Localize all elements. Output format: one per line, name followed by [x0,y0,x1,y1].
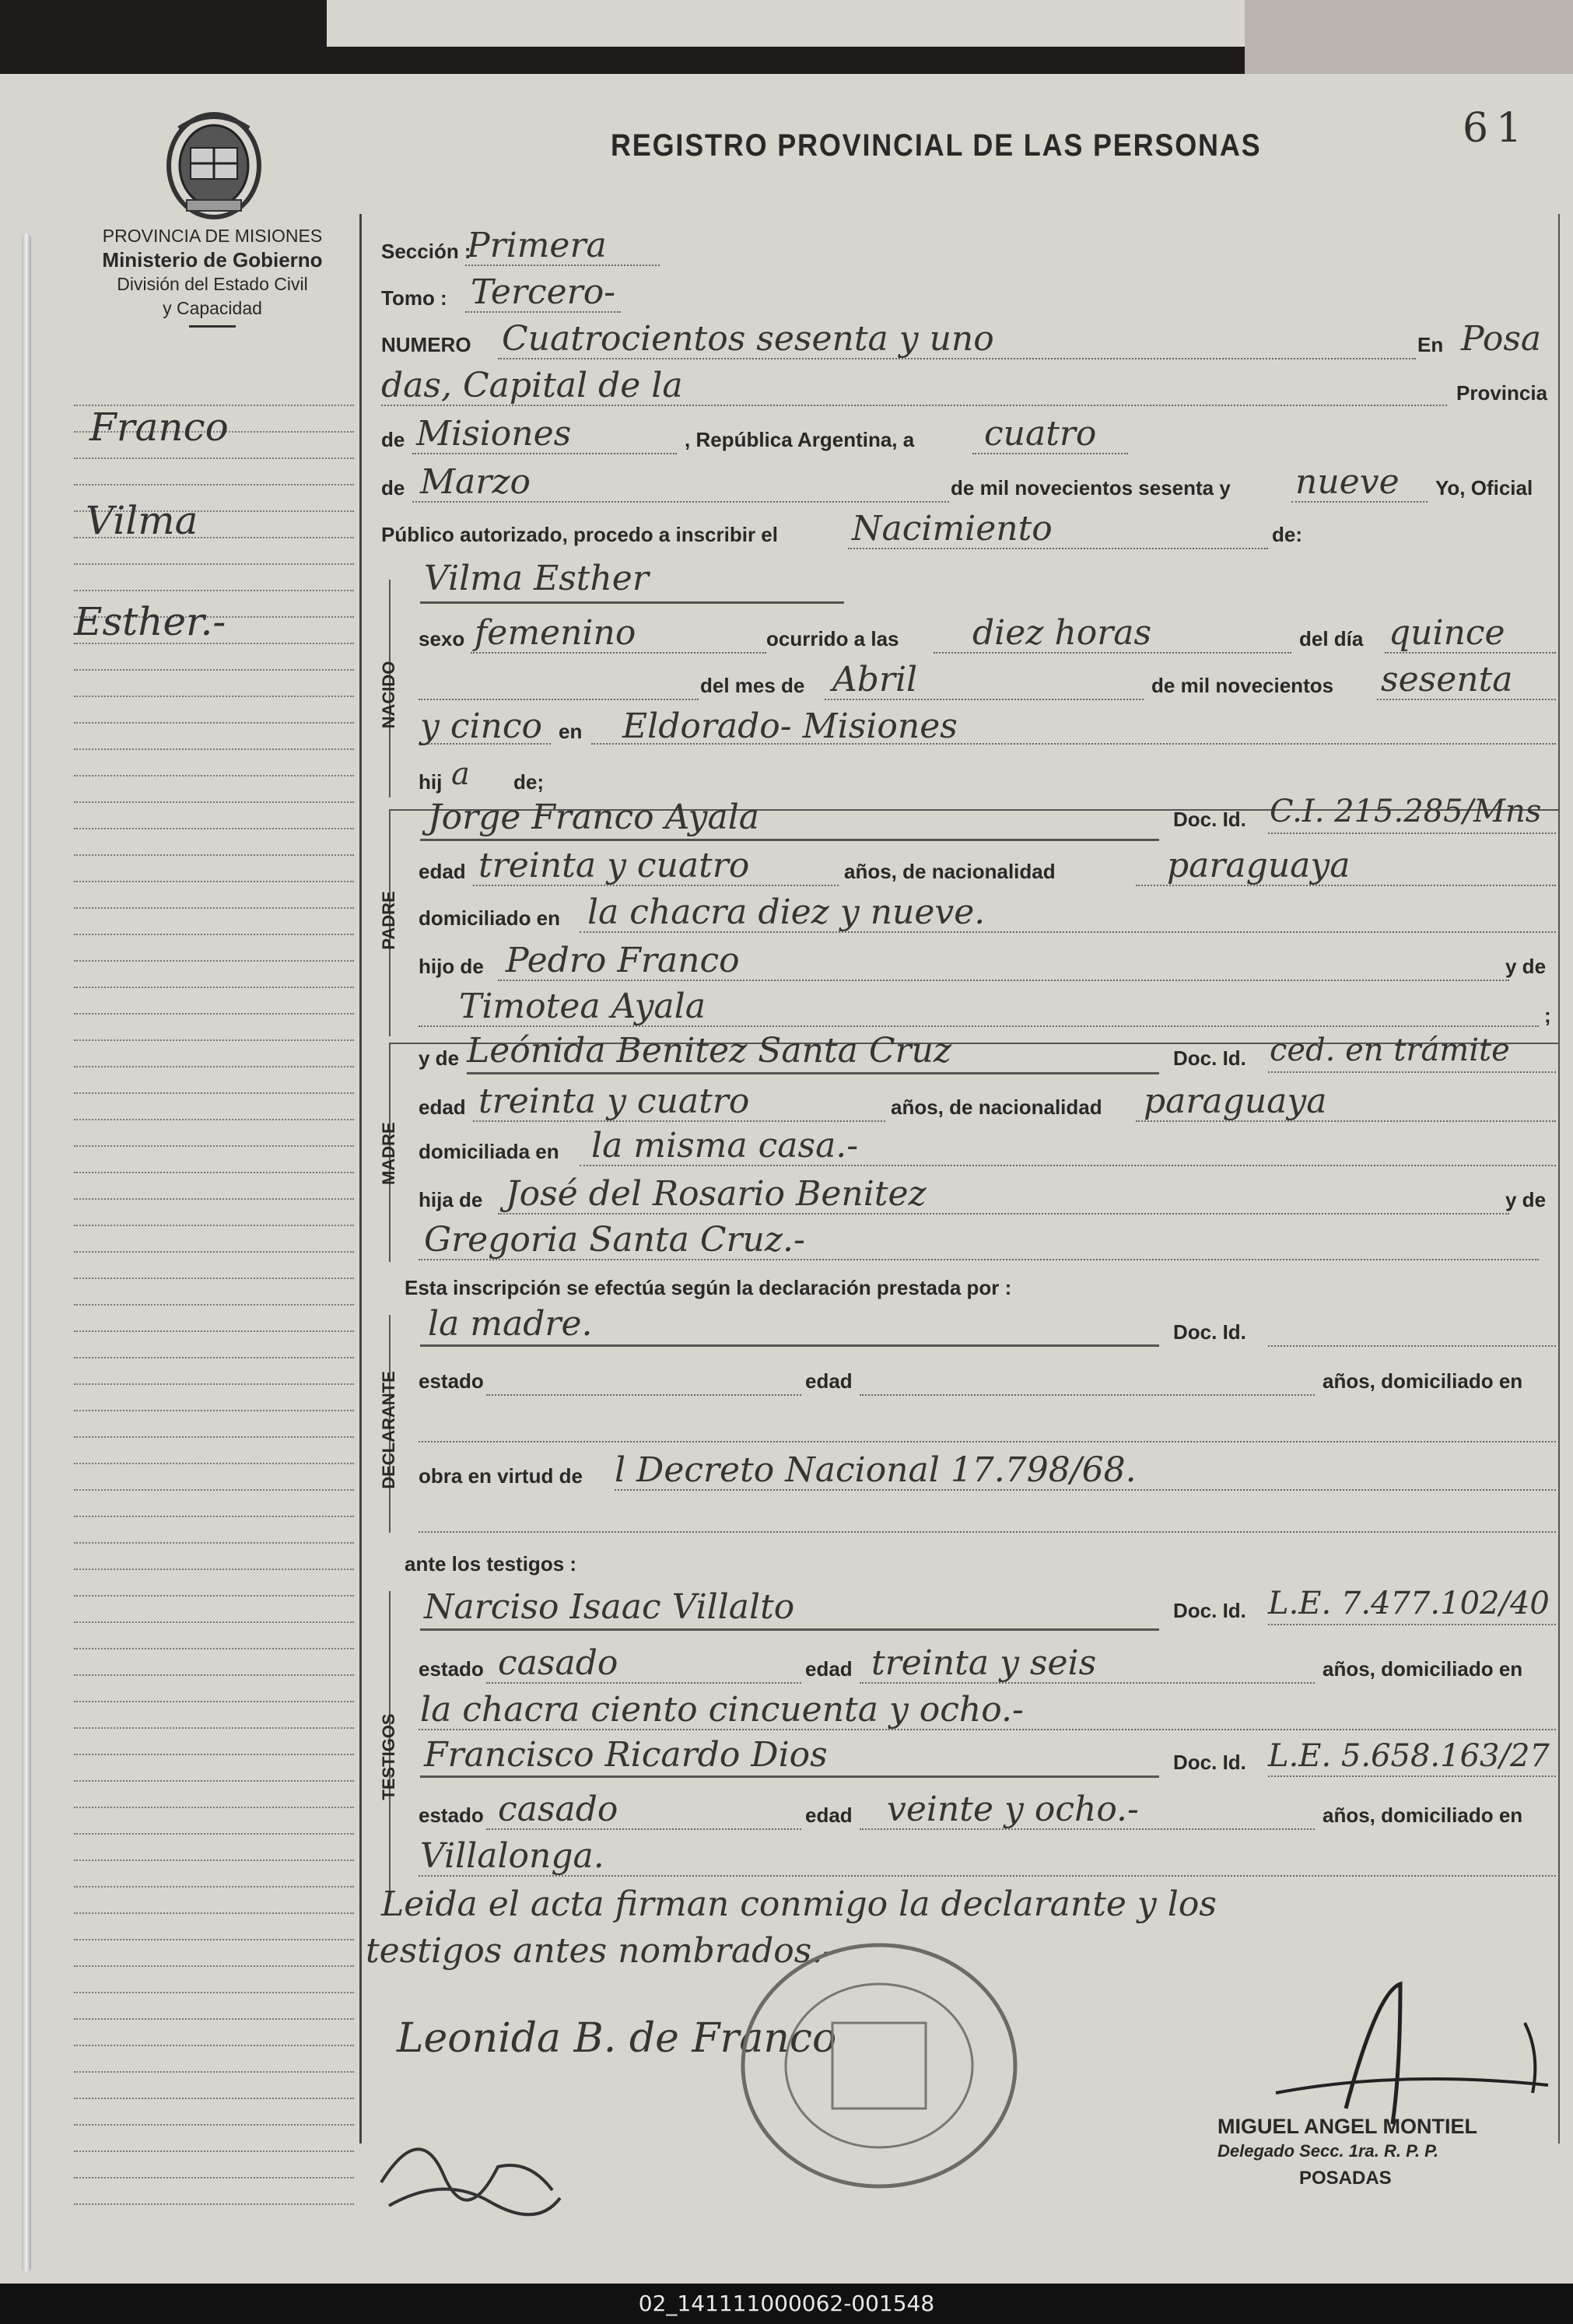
label-hija-de: hija de [419,1188,483,1211]
field-dia-nac: quince [1389,613,1505,653]
stub-dotted-line [74,484,354,485]
stamp-role: Delegado Secc. 1ra. R. P. P. [1217,2141,1439,2161]
label-de-semicolon: de; [513,770,544,794]
field-padre-edad: treinta y cuatro [478,846,750,885]
agency-ministry: Ministerio de Gobierno [102,248,323,272]
side-label-padre: PADRE [379,891,398,950]
field-lugar-nac: Eldorado- Misiones [622,706,958,746]
stamp-city: POSADAS [1299,2168,1392,2189]
side-label-madre: MADRE [379,1122,398,1185]
stub-dotted-line [74,1145,354,1147]
label-doc-id-testigo2: Doc. Id. [1173,1751,1246,1774]
agency-header [68,224,356,332]
label-edad-testigo2: edad [805,1803,853,1827]
field-testigo2-doc: L.E. 5.658.163/27 [1268,1738,1550,1774]
stub-dotted-line [74,2018,354,2020]
page-number: 61 [1463,105,1530,152]
right-margin-line [1558,214,1560,2143]
stub-dotted-line [74,1436,354,1438]
stub-dotted-line [74,960,354,962]
stub-dotted-line [74,1119,354,1120]
label-de: de [381,428,405,451]
label-y-de-madre: y de [419,1046,460,1070]
stub-dotted-line [74,801,354,803]
label-y-de-padre: y de [1505,955,1547,978]
stub-dotted-line [74,1727,354,1729]
stub-dotted-line [74,1516,354,1517]
stub-dotted-line [74,2045,354,2046]
field-tomo: Tercero- [471,272,616,312]
stub-dotted-line [74,1013,354,1015]
label-doc-id-madre: Doc. Id. [1173,1046,1246,1070]
field-testigo1: Narciso Isaac Villalto [424,1587,795,1627]
stamp-name: MIGUEL ANGEL MONTIEL [1217,2115,1478,2138]
label-provincia: Provincia [1456,381,1548,405]
label-mil-nov: de mil novecientos [1151,674,1334,697]
label-estado-testigo2: estado [419,1803,484,1827]
stub-dotted-line [74,987,354,988]
label-edad-padre: edad [419,860,466,883]
field-padre-doc: C.I. 215.285/Mns [1270,794,1542,829]
field-madre-edad: treinta y cuatro [478,1081,750,1121]
binding-string [22,233,31,2272]
stub-dotted-line [74,1542,354,1544]
stub-dotted-line [74,590,354,591]
stub-dotted-line [74,1463,354,1464]
field-testigo2-edad: veinte y ocho.- [887,1789,1139,1829]
agency-capacity: y Capacidad [163,298,262,318]
field-dia: cuatro [984,414,1097,454]
left-margin-line [359,214,362,2143]
stub-dotted-line [74,775,354,776]
dotline-madre-doc [1268,1071,1556,1073]
stub-dotted-line [74,1674,354,1676]
stub-dotted-line [74,881,354,882]
field-testigo2: Francisco Ricardo Dios [424,1735,828,1775]
stub-dotted-line [74,1569,354,1570]
field-padre-madre: Timotea Ayala [459,987,706,1026]
label-estado-testigo1: estado [419,1657,484,1681]
registry-seal-icon [731,1937,1027,2194]
label-publico: Público autorizado, procedo a inscribir el [381,523,778,546]
agency-province: PROVINCIA DE MISIONES [102,226,323,246]
stub-dotted-line [74,2177,354,2179]
stub-dotted-line [74,854,354,856]
testigo1-underline [420,1628,1159,1631]
stub-dotted-line [74,563,354,565]
field-acto: Nacimiento [852,509,1053,549]
padre-underline [420,839,1159,841]
dotline-declarante-edad [860,1394,1315,1396]
agency-rule [189,325,236,328]
label-de-mes: de [381,476,405,500]
stub-name-2: Esther.- [74,599,226,644]
field-lugar-2: das, Capital de la [381,366,683,405]
dotline-declarante-estado [486,1394,801,1396]
label-obra: obra en virtud de [419,1464,583,1488]
stub-dotted-line [74,1621,354,1623]
field-testigo1-doc: L.E. 7.477.102/40 [1268,1586,1550,1621]
field-testigo1-estado: casado [498,1643,618,1683]
stub-dotted-line [74,1304,354,1306]
stub-dotted-line [74,1410,354,1411]
stub-dotted-line [74,1807,354,1808]
field-nombre: Vilma Esther [424,559,649,598]
label-anos-nac-padre: años, de nacionalidad [844,860,1056,883]
stub-dotted-line [74,1066,354,1067]
field-anio-nac-2: y cinco [420,706,543,746]
label-yo: Yo, Oficial [1435,476,1533,500]
stub-dotted-line [74,828,354,829]
label-inscripcion: Esta inscripción se efectúa según la declaración prestada por : [405,1276,1012,1299]
label-domiciliado-padre: domiciliado en [419,906,561,930]
stub-dotted-line [74,1489,354,1491]
label-semicolon: ; [1544,1004,1551,1027]
label-edad-testigo1: edad [805,1657,853,1681]
label-sexo: sexo [419,627,465,650]
label-en: En [1417,333,1444,356]
field-madre: Leónida Benitez Santa Cruz [467,1031,952,1071]
dotline-declarante-doc [1268,1345,1556,1347]
stub-dotted-line [74,1172,354,1173]
field-numero: Cuatrocientos sesenta y uno [502,319,994,359]
label-de-colon: de: [1272,523,1302,546]
label-doc-id-padre: Doc. Id. [1173,808,1246,831]
label-numero: NUMERO [381,333,471,356]
testigo2-underline [420,1775,1159,1778]
stub-dotted-line [74,2150,354,2152]
stub-dotted-line [74,1965,354,1967]
stub-surname: Franco [89,405,229,450]
stub-dotted-line [74,1595,354,1597]
field-declarante: la madre. [428,1304,593,1344]
stub-dotted-line [74,1754,354,1755]
label-del-dia: del día [1299,627,1364,650]
field-padre: Jorge Franco Ayala [428,797,759,837]
label-edad-declarante: edad [805,1369,853,1393]
field-lugar-1: Posa [1461,319,1542,359]
stub-dotted-line [74,1383,354,1385]
side-label-testigos: TESTIGOS [379,1713,398,1800]
label-domiciliada-madre: domiciliada en [419,1140,559,1163]
dotline-obra-2 [419,1531,1556,1533]
under-sheet-corner [1245,0,1573,82]
stub-dotted-line [74,1357,354,1358]
nombre-underline [420,601,844,604]
field-mes-nac: Abril [832,660,918,699]
stub-dotted-line [74,1039,354,1041]
stub-name-1: Vilma [86,498,198,543]
dotline-padre-doc [1268,833,1556,834]
field-hora: diez horas [972,613,1152,653]
stub-dotted-line [74,1833,354,1835]
stub-dotted-line [74,1278,354,1279]
stub-dotted-line [74,1939,354,1940]
field-madre-madre: Gregoria Santa Cruz.- [424,1220,805,1260]
stub-dotted-line [74,1780,354,1782]
label-anos-dom-declarante: años, domiciliado en [1323,1369,1523,1393]
stub-dotted-line [74,934,354,935]
label-hijo-de: hijo de [419,955,484,978]
field-decreto: l Decreto Nacional 17.798/68. [615,1450,1137,1490]
page-title: REGISTRO PROVINCIAL DE LAS PERSONAS [611,128,1262,163]
label-ocurrido: ocurrido a las [766,627,899,650]
field-testigo2-dom: Villalonga. [420,1836,604,1876]
stub-dotted-line [74,2124,354,2126]
field-testigo2-estado: casado [498,1789,618,1829]
stub-dotted-line [74,2203,354,2205]
stub-dotted-line [74,669,354,671]
stub-dotted-line [74,2071,354,2073]
stub-dotted-line [74,1330,354,1332]
stub-dotted-line [74,2098,354,2099]
image-id-footer: 02_141111000062-001548 [0,2284,1573,2324]
label-doc-id-testigo1: Doc. Id. [1173,1599,1246,1622]
coat-of-arms-icon [159,105,268,222]
label-anos-nac-madre: años, de nacionalidad [891,1095,1102,1119]
field-madre-doc: ced. en trámite [1270,1032,1510,1068]
stub-dotted-line [74,1912,354,1914]
field-madre-dom: la misma casa.- [591,1126,859,1166]
label-tomo: Tomo : [381,286,447,310]
field-padre-dom: la chacra diez y nueve. [587,892,986,932]
stub-dotted-line [74,457,354,459]
label-republica: , República Argentina, a [685,428,915,451]
official-signature-icon [1245,1976,1571,2132]
label-del-mes: del mes de [700,674,805,697]
stub-dotted-line [74,1648,354,1649]
label-y-de-madre-2: y de [1505,1188,1547,1211]
label-anos-dom-testigo2: años, domiciliado en [1323,1803,1523,1827]
witness-signature-icon [373,2112,576,2221]
madre-underline [467,1072,1159,1074]
side-label-nacido: NACIDO [379,661,398,729]
closing-line-1: Leida el acta firman conmigo la declarante y los [381,1884,1217,1924]
declarant-signature: Leonida B. de Franco [397,2015,837,2062]
stub-dotted-line [74,1860,354,1861]
label-mil: de mil novecientos sesenta y [951,476,1231,500]
field-testigo1-edad: treinta y seis [871,1643,1097,1683]
field-padre-nac: paraguaya [1167,846,1351,885]
field-seccion: Primera [467,226,607,265]
field-hij-suffix: a [451,756,470,792]
label-ante: ante los testigos : [405,1552,577,1576]
stub-dotted-line [74,1886,354,1888]
stub-dotted-line [74,907,354,909]
stub-dotted-line [74,1198,354,1200]
dotline-testigo2-doc [1268,1775,1556,1777]
dotline-testigo1-doc [1268,1624,1556,1625]
field-madre-hija-de: José del Rosario Benitez [506,1174,927,1214]
field-mes: Marzo [420,462,531,502]
agency-division: División del Estado Civil [117,274,308,294]
field-anio: nueve [1295,462,1400,502]
stub-dotted-line [74,1225,354,1226]
declarante-underline [420,1344,1159,1347]
field-anio-nac-1: sesenta [1381,660,1513,699]
field-padre-hijo-de: Pedro Franco [506,941,740,980]
dotline-mes-pre [419,699,699,700]
label-doc-id-declarante: Doc. Id. [1173,1320,1246,1344]
closing-line-2: testigos antes nombrados.- [366,1931,835,1971]
label-seccion: Sección : [381,240,471,263]
label-en-lugar: en [559,720,583,743]
field-provincia: Misiones [416,414,572,454]
stub-dotted-line [74,722,354,724]
field-madre-nac: paraguaya [1144,1081,1327,1121]
stub-dotted-line [74,1092,354,1094]
field-sexo: femenino [475,613,636,653]
dotline-declarante-dom [419,1441,1556,1442]
stub-dotted-line [74,748,354,750]
label-edad-madre: edad [419,1095,466,1119]
stub-dotted-line [74,1701,354,1702]
stub-dotted-line [74,1992,354,1993]
stub-dotted-line [74,696,354,697]
label-anos-dom-testigo1: años, domiciliado en [1323,1657,1523,1681]
stub-dotted-line [74,1251,354,1253]
label-estado-declarante: estado [419,1369,484,1393]
field-testigo1-dom: la chacra ciento cincuenta y ocho.- [420,1690,1024,1730]
label-hij: hij [419,770,443,794]
side-label-declarante: DECLARANTE [379,1371,398,1489]
